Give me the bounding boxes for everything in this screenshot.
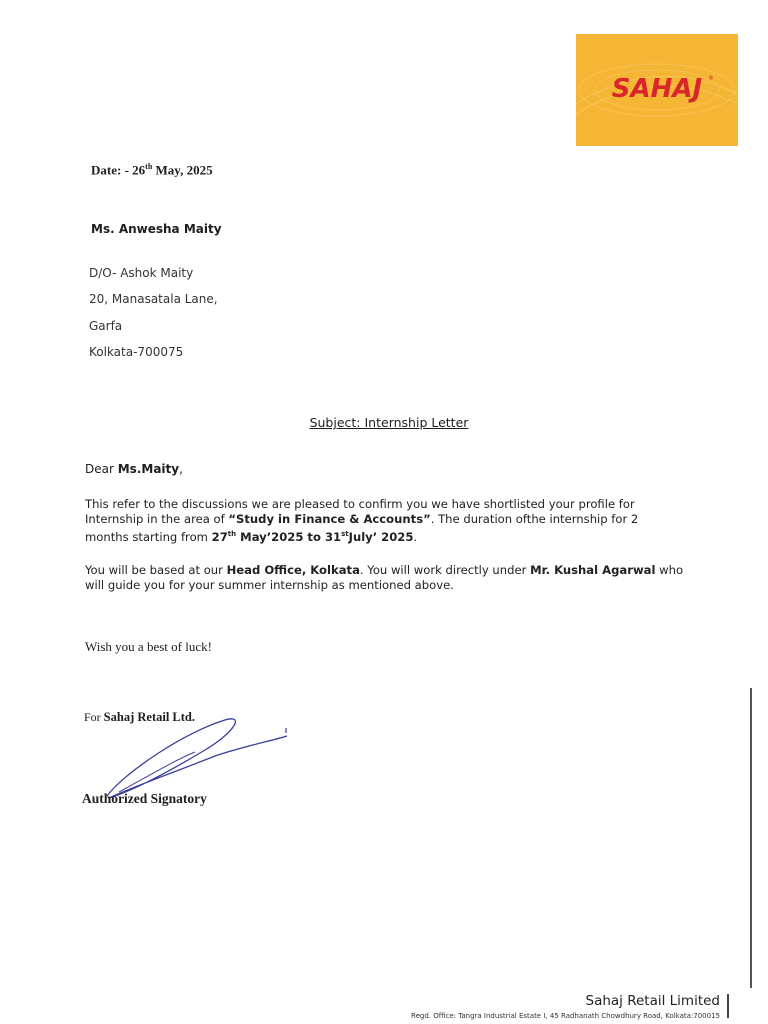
logo-trademark: ® xyxy=(708,75,714,82)
address-line: Garfa xyxy=(89,319,123,333)
footer-address: Regd. Office: Tangra Industrial Estate I, 45 Radhanath Chowdhury Road, Kolkata:700015 xyxy=(411,1012,720,1020)
company-logo xyxy=(576,34,738,146)
closing-line: Wish you a best of luck! xyxy=(85,639,212,654)
letter-subject: Subject: Internship Letter xyxy=(309,415,469,430)
body-paragraph-2: You will be based at our Head Office, Kolkata. You will work directly under Mr. Kushal Agarwal who will guide you for your summer internship as mentioned above. xyxy=(85,563,684,592)
authorized-signatory-label: Authorized Signatory xyxy=(82,791,207,806)
page-edge-line xyxy=(750,688,752,988)
sign-company: For Sahaj Retail Ltd. xyxy=(84,710,195,724)
footer-divider xyxy=(727,994,729,1018)
address-line: D/O- Ashok Maity xyxy=(89,266,194,280)
address-line: Kolkata-700075 xyxy=(89,345,184,359)
salutation: Dear Ms.Maity, xyxy=(85,462,183,476)
logo-text: SAHAJ xyxy=(611,74,703,104)
recipient-name: Ms. Anwesha Maity xyxy=(91,222,222,236)
footer-company-name: Sahaj Retail Limited xyxy=(585,993,720,1009)
body-paragraph-1: This refer to the discussions we are pleased to confirm you we have shortlisted your profile for Internship in the area of “Study in Finance & Accounts”. The duration ofthe internship for 2 months starting from 27th May’2025 to 31stJuly’ 2025. xyxy=(85,497,639,544)
address-line: 20, Manasatala Lane, xyxy=(89,292,218,306)
handwritten-signature xyxy=(95,712,295,802)
letter-date: Date: - 26th May, 2025 xyxy=(91,162,213,178)
